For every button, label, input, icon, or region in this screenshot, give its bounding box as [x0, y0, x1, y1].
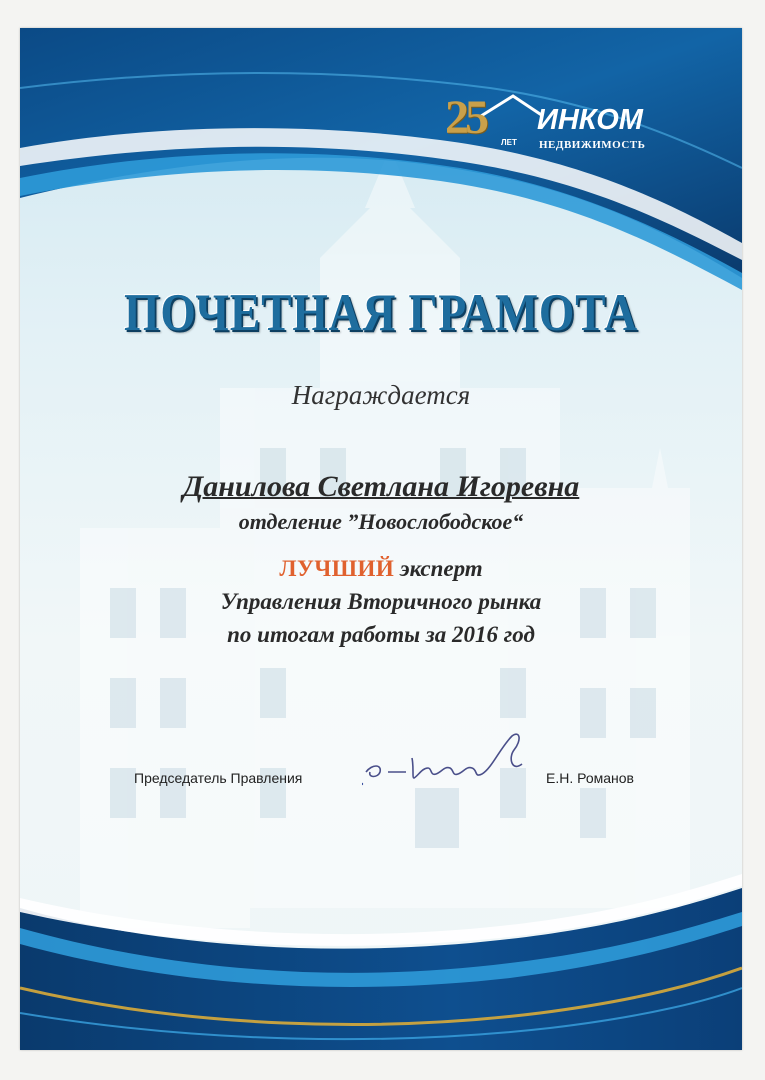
logo-subtitle: НЕДВИЖИМОСТЬ	[539, 139, 646, 151]
role-word: эксперт	[400, 556, 483, 581]
period-line: по итогам работы за 2016 год	[227, 622, 535, 647]
department-line: отделение ”Новослободское“	[238, 509, 524, 534]
certificate-sheet	[20, 28, 742, 1050]
award-line	[20, 556, 742, 582]
handwritten-signature	[362, 728, 542, 788]
logo-years-label: ЛЕТ	[501, 138, 517, 147]
best-word: ЛУЧШИЙ	[279, 556, 395, 581]
awarded-label: Награждается	[291, 380, 471, 410]
signer-name: Е.Н. Романов	[546, 770, 634, 786]
signer-position: Председатель Правления	[134, 770, 303, 786]
certificate-title: ПОЧЕТНАЯ ГРАМОТА	[124, 284, 638, 342]
logo-brand: ИНКОМ	[537, 104, 643, 136]
company-logo	[445, 90, 685, 160]
division-line: Управления Вторичного рынка	[220, 589, 542, 614]
recipient-name: Данилова Светлана Игоревна	[182, 470, 580, 503]
background-decoration	[20, 28, 742, 1050]
logo-years: 25	[445, 91, 485, 144]
